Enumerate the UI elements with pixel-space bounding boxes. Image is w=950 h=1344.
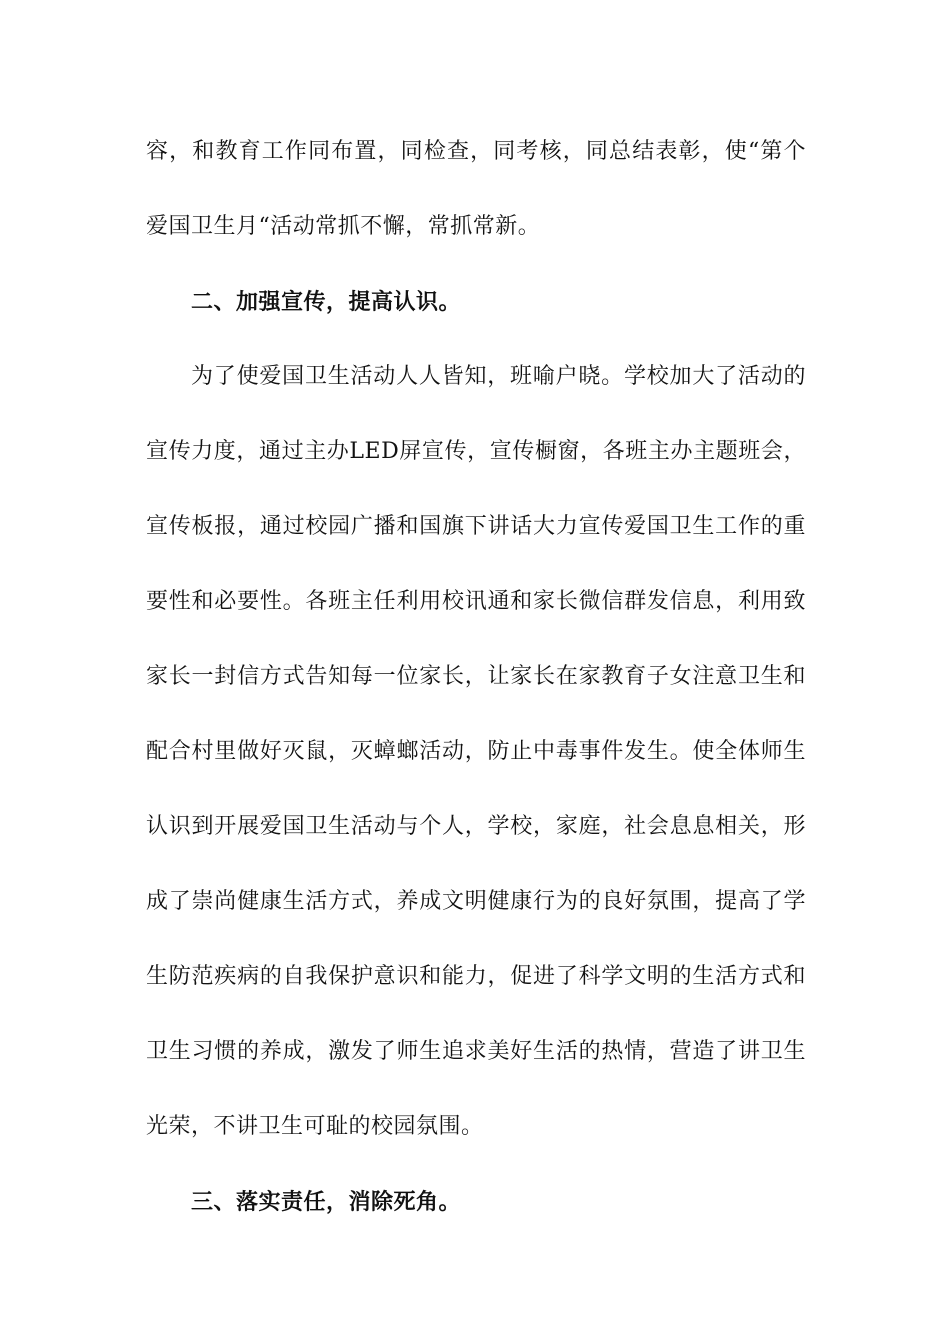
- section-heading: 二、加强宣传，提高认识。: [191, 289, 462, 315]
- paragraph-line: 配合村里做好灭鼠，灭蟑螂活动，防止中毒事件发生。使全体师生: [146, 739, 806, 764]
- section-heading: 三、落实责任，消除死角。: [191, 1189, 462, 1215]
- paragraph-line: 卫生习惯的养成，激发了师生追求美好生活的热情，营造了讲卫生: [146, 1039, 806, 1064]
- paragraph-line: 宣传力度，通过主办LED屏宣传，宣传橱窗，各班主办主题班会，: [146, 439, 806, 464]
- paragraph-line: 容，和教育工作同布置，同检查，同考核，同总结表彰，使“第个: [146, 139, 806, 164]
- paragraph-line: 要性和必要性。各班主任利用校讯通和家长微信群发信息，利用致: [146, 589, 806, 614]
- paragraph-line: 为了使爱国卫生活动人人皆知，班喻户晓。学校加大了活动的: [191, 364, 806, 389]
- paragraph-line: 生防范疾病的自我保护意识和能力，促进了科学文明的生活方式和: [146, 964, 806, 989]
- paragraph-line: 家长一封信方式告知每一位家长，让家长在家教育子女注意卫生和: [146, 664, 806, 689]
- paragraph-line: 光荣，不讲卫生可耻的校园氛围。: [146, 1114, 484, 1139]
- paragraph-line: 宣传板报，通过校园广播和国旗下讲话大力宣传爱国卫生工作的重: [146, 514, 806, 539]
- paragraph-line: 认识到开展爱国卫生活动与个人，学校，家庭，社会息息相关，形: [146, 814, 806, 839]
- paragraph-line: 成了崇尚健康生活方式，养成文明健康行为的良好氛围，提高了学: [146, 889, 806, 914]
- paragraph-line: 爱国卫生月“活动常抓不懈，常抓常新。: [146, 214, 541, 239]
